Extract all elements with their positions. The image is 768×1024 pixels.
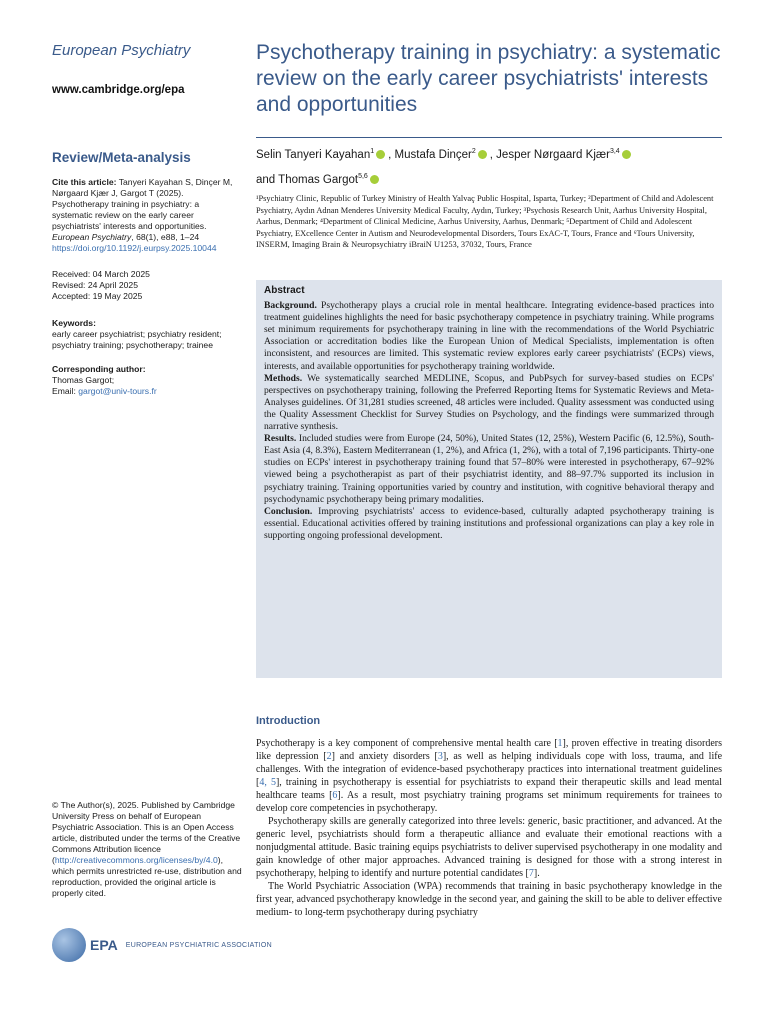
orcid-icon[interactable] bbox=[376, 150, 385, 159]
abstract-background bbox=[264, 300, 714, 373]
citation-link[interactable]: 3 bbox=[437, 751, 443, 762]
globe-icon bbox=[52, 928, 86, 962]
text-run: ]. bbox=[533, 868, 540, 879]
conclusion-text: Improving psychiatrists' access to evidence-based, culturally adapted psychotherapy training is essential. Educational activities offered by training institutions and professional organizations can play a key role in supporting ongoing professional development. bbox=[264, 505, 714, 541]
author-sup: 1 bbox=[370, 148, 375, 155]
text-run: ], training in psychotherapy is essential for psychiatrists to expand their therapeutic skills and lead mental healthcare teams [ bbox=[256, 777, 723, 801]
accepted-date: Accepted: 19 May 2025 bbox=[52, 291, 143, 301]
text-run: ] and anxiety disorders [ bbox=[331, 751, 438, 762]
journal-url[interactable]: www.cambridge.org/epa bbox=[52, 84, 185, 96]
abstract-results bbox=[264, 433, 714, 506]
article-title: Psychotherapy training in psychiatry: a systematic review on the early career psychiatrists' interests and opportunities bbox=[256, 41, 721, 116]
license-text-b: ), which permits unrestricted re-use, distribution and reproduction, provided the original article is properly cited. bbox=[52, 855, 242, 898]
logo-subtitle: EUROPEAN PSYCHIATRIC ASSOCIATION bbox=[125, 941, 273, 949]
email-link[interactable]: gargot@univ-tours.fr bbox=[78, 386, 157, 396]
corresponding-label: Corresponding author: bbox=[52, 364, 146, 374]
corresponding-author-block bbox=[52, 364, 242, 397]
intro-paragraph bbox=[256, 737, 722, 815]
license-text-a: © The Author(s), 2025. Published by Cambridge University Press on behalf of European Psychiatric Association. This is an Open Access article, distributed under the terms of the Creative Commons Attribution licence ( bbox=[52, 800, 241, 865]
text-run: ], as well as helping individuals cope with loss, trauma, and life challenges. With the integration of evidence-based psychotherapy practices into international treatment guidelines [ bbox=[256, 751, 723, 788]
citation-link[interactable]: 6 bbox=[332, 790, 338, 801]
orcid-icon[interactable] bbox=[370, 175, 379, 184]
dates-block bbox=[52, 269, 242, 302]
author-name: Selin Tanyeri Kayahan bbox=[256, 148, 371, 161]
title-divider bbox=[256, 137, 722, 138]
author-sup: 5,6 bbox=[358, 172, 368, 180]
results-label: Results. bbox=[264, 433, 297, 445]
journal-name: European Psychiatry bbox=[52, 42, 191, 59]
revised-date: Revised: 24 April 2025 bbox=[52, 280, 138, 290]
intro-paragraph bbox=[256, 815, 722, 880]
author-list bbox=[256, 141, 722, 191]
cite-volume: , 68(1), e88, 1–24 bbox=[131, 232, 200, 242]
corresponding-name: Thomas Gargot; bbox=[52, 375, 115, 385]
author-sup: 2 bbox=[471, 148, 476, 155]
text-run: ], proven effective in treating disorders like depression [ bbox=[256, 738, 722, 762]
author-sup: 3,4 bbox=[609, 148, 620, 155]
citation-link[interactable]: 2 bbox=[326, 751, 332, 762]
doi-link[interactable]: https://doi.org/10.1192/j.eurpsy.2025.10044 bbox=[52, 243, 217, 253]
abstract-heading: Abstract bbox=[264, 285, 305, 296]
received-date: Received: 04 March 2025 bbox=[52, 269, 150, 279]
text-run: ]. As a result, most psychiatry training programs set minimum requirements for trainees to develop core competencies in psychotherapy. bbox=[256, 790, 722, 814]
email-label: Email: bbox=[52, 386, 79, 396]
author-name: , Mustafa Dinçer bbox=[388, 148, 472, 161]
author-name: , Jesper Nørgaard Kjær bbox=[489, 148, 610, 161]
article-type: Review/Meta-analysis bbox=[52, 150, 191, 165]
citation-link[interactable]: 1 bbox=[557, 738, 563, 749]
background-label: Background. bbox=[264, 300, 317, 312]
orcid-icon[interactable] bbox=[622, 150, 631, 159]
methods-text: We systematically searched MEDLINE, Scopus, and PubPsych for survey-based studies on ECPs' perspectives on psychotherapy training, following the Preferred Reporting Items for Systematic Reviews and Meta-Analyses guidelines. Of 31,281 studies screened, 48 articles were included. Quality assessment was conducted using the Quality Assessment Checklist for Survey Studies on Psychology, and the findings were summarized through narrative synthesis. bbox=[264, 372, 714, 433]
results-text: Included studies were from Europe (24, 50%), United States (12, 25%), Western Pacific (6, 12.5%), South-East Asia (4, 8.3%), Eastern Mediterranean (1, 2%), and Africa (1, 2%), with a total of 7,196 participants. Thirty-one studies on ECPs' interest in psychotherapy training found that 57–80% were interested in psychotherapy, 67–92% viewed being a psychotherapist as part of their psychiatrist identity, and 88–97.7% supported its inclusion in psychiatry training. Training opportunities varied by country and institution, with cognitive behavioral therapy and psychodynamic psychotherapy being primary modalities. bbox=[264, 433, 714, 505]
abstract-methods bbox=[264, 373, 714, 433]
cite-text: Tanyeri Kayahan S, Dinçer M, Nørgaard Kjær J, Gargot T (2025). Psychotherapy training in psychiatry: a systematic review on the early career psychiatrists' interests and opportunities. bbox=[52, 177, 233, 231]
logo-text: EPA bbox=[90, 937, 118, 953]
text-run: Psychotherapy skills are generally categorized into three levels: generic, basic practitioner, and advanced. At the generic level, psychiatrists should form a therapeutic alliance and evaluate their emotional reactions with a nonjudgmental attitude. Basic training equips psychiatrists to deliver supervised psychotherapy in one modality and gain knowledge of other major approaches. Advanced training is designed for those with a strong interest in psychotherapy, helping to identify and nurture potential candidates [ bbox=[256, 816, 722, 879]
methods-label: Methods. bbox=[264, 372, 303, 384]
epa-logo bbox=[52, 928, 272, 962]
author-name: and Thomas Gargot bbox=[256, 173, 359, 186]
citation-link[interactable]: 7 bbox=[528, 868, 534, 879]
license-block bbox=[52, 800, 242, 899]
cite-label: Cite this article: bbox=[52, 177, 117, 187]
cite-journal: European Psychiatry bbox=[52, 232, 132, 242]
abstract-box bbox=[256, 280, 722, 678]
introduction-heading: Introduction bbox=[256, 715, 321, 727]
keywords-block bbox=[52, 318, 242, 351]
keywords-text: early career psychiatrist; psychiatry resident; psychiatry training; psychotherapy; trainee bbox=[52, 329, 222, 350]
conclusion-label: Conclusion. bbox=[264, 505, 313, 517]
citation-block bbox=[52, 177, 242, 254]
introduction-body bbox=[256, 737, 722, 919]
text-run: Psychotherapy is a key component of comprehensive mental health care [ bbox=[256, 738, 558, 749]
keywords-label: Keywords: bbox=[52, 318, 96, 328]
background-text: Psychotherapy plays a crucial role in mental healthcare. Integrating evidence-based practices into treatment guidelines highlights the need for basic psychotherapy competence in psychiatry training. While programs set minimum requirements for psychotherapy training in line with the recommendations of the World Psychiatric Association or accreditation bodies like the European Union of Medical Specialists, implementation is often inconsistent, and resources are limited. This systematic review explores early career psychiatrists' (ECPs) views, interests, and available opportunities for psychotherapy training worldwide. bbox=[264, 300, 714, 372]
email-line bbox=[52, 386, 242, 397]
affiliations: ¹Psychiatry Clinic, Republic of Turkey Ministry of Health Yalvaç Public Hospital, Isparta, Turkey; ²Department of Child and Adolescent Psychiatry, Aydın Adnan Menderes University Medical Faculty, Aydın, Turkey; ³Psychosis Research Unit, Aarhus University Hospital, Aarhus, Denmark; ⁴Department of Clinical Medicine, Aarhus University, Aarhus, Denmark; ⁵Department of Child and Adolescent Psychiatry, EXcellence Center in Autism and Neurodevelopmental Disorders, Tours ExAC-T, Tours, France and ⁶Tours University, INSERM, Imaging Brain & Neuropsychiatry iBraiN U1253, 37032, Tours, France bbox=[256, 194, 714, 249]
intro-paragraph: The World Psychiatric Association (WPA) recommends that training in basic psychotherapy knowledge in the first year, advanced psychotherapy knowledge in the second year, and gaining the skill to be able to deliver effective medium- to long-term psychotherapy during psychiatry bbox=[256, 881, 722, 918]
citation-link[interactable]: 4, 5 bbox=[259, 777, 276, 788]
abstract-conclusion bbox=[264, 506, 714, 542]
orcid-icon[interactable] bbox=[478, 150, 487, 159]
license-link[interactable]: http://creativecommons.org/licenses/by/4.0 bbox=[54, 855, 218, 865]
